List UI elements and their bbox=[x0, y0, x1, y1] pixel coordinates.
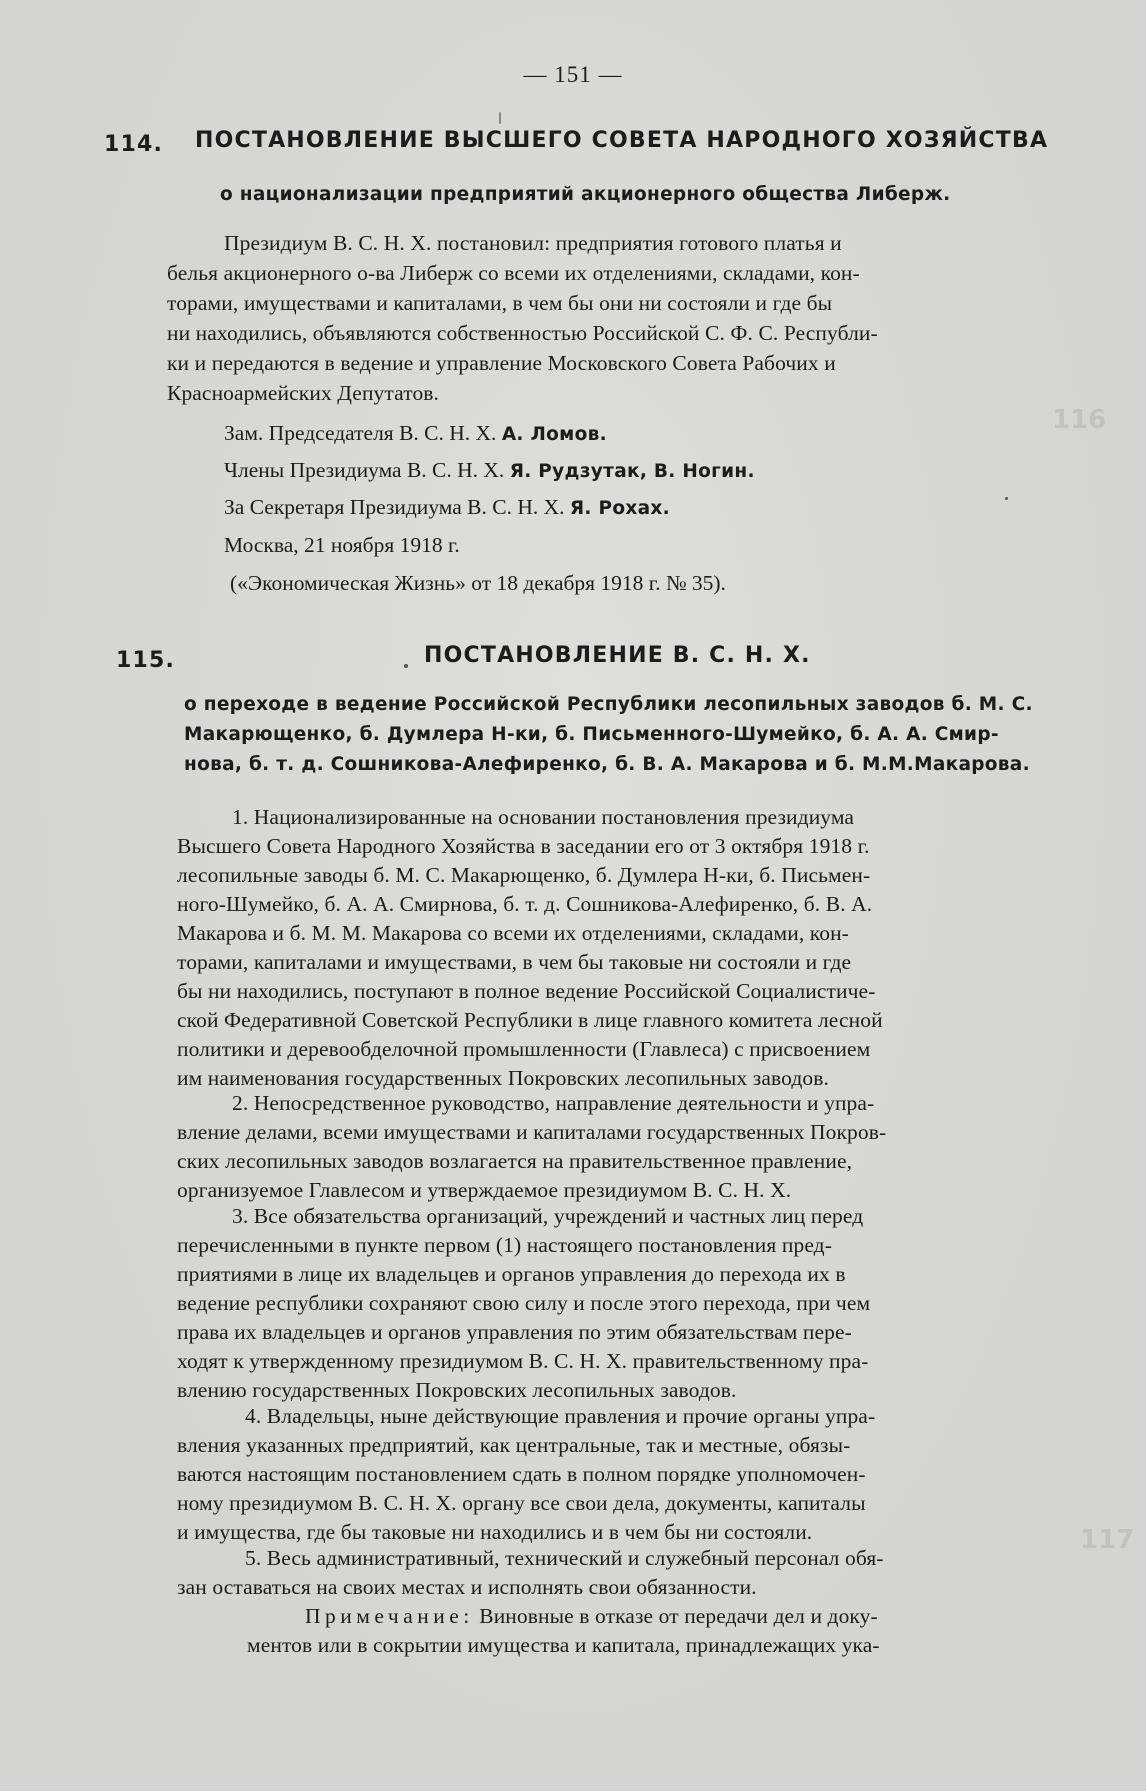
signature-names: Я. Рудзутак, В. Ногин. bbox=[509, 461, 755, 482]
doc115-body-line: ских лесопильных заводов возлагается на правительственное правление, bbox=[177, 1149, 853, 1173]
doc115-body-line: перечисленными в пункте первом (1) настоящего постановления пред- bbox=[177, 1233, 832, 1257]
doc115-body-line: ведение республики сохраняют свою силу и после этого перехода, при чем bbox=[177, 1291, 871, 1315]
scan-speck bbox=[404, 664, 408, 668]
doc114-source: («Экономическая Жизнь» от 18 декабря 1918 г. № 35). bbox=[230, 571, 726, 595]
scan-speck bbox=[499, 112, 501, 124]
doc115-subtitle-line: Макарющенко, б. Думлера Н-ки, б. Письменного-Шумейко, б. А. А. Смир- bbox=[184, 724, 999, 745]
signature-names: Я. Рохах. bbox=[569, 498, 670, 519]
doc115-body-line: организуемое Главлесом и утверждаемое президиумом В. С. Н. Х. bbox=[177, 1178, 792, 1202]
doc115-body-line: торами, капиталами и имуществами, в чем бы таковые ни состояли и где bbox=[177, 950, 852, 974]
doc115-body-line: 5. Весь административный, технический и служебный персонал обя- bbox=[245, 1546, 884, 1570]
doc115-body-line: вление делами, всеми имуществами и капиталами государственных Покров- bbox=[177, 1120, 887, 1144]
doc114-number: 114. bbox=[104, 132, 164, 157]
signature-role: Члены Президиума В. С. Н. Х. bbox=[224, 458, 505, 482]
doc115-body-line: вления указанных предприятий, как центральные, так и местные, обязы- bbox=[177, 1433, 851, 1457]
doc115-body-line: 4. Владельцы, ныне действующие правления и прочие органы упра- bbox=[245, 1404, 876, 1428]
doc114-body-line: ки и передаются в ведение и управление Московского Совета Рабочих и bbox=[167, 351, 836, 375]
doc115-body-line: ской Федеративной Советской Республики в лице главного комитета лесной bbox=[177, 1008, 883, 1032]
doc115-body-line: политики и деревообделочной промышленности (Главлеса) с присвоением bbox=[177, 1037, 871, 1061]
doc114-body-line: Президиум В. С. Н. Х. постановил: предприятия готового платья и bbox=[224, 231, 842, 255]
note-text: Виновные в отказе от передачи дел и доку- bbox=[479, 1604, 878, 1628]
scan-speck bbox=[1005, 497, 1008, 500]
doc114-body-line: торами, имуществами и капиталами, в чем бы они ни состояли и где бы bbox=[167, 291, 833, 315]
doc115-body-line: 1. Национализированные на основании постановления президиума bbox=[232, 805, 855, 829]
doc115-note bbox=[305, 1604, 878, 1629]
doc114-place-date: Москва, 21 ноября 1918 г. bbox=[224, 533, 460, 557]
doc115-note-line: ментов или в сокрытии имущества и капитала, принадлежащих ука- bbox=[247, 1633, 880, 1657]
doc115-body-line: влению государственных Покровских лесопильных заводов. bbox=[177, 1378, 737, 1402]
doc115-body-line: им наименования государственных Покровских лесопильных заводов. bbox=[177, 1066, 829, 1090]
doc115-body-line: ному президиумом В. С. Н. Х. органу все свои дела, документы, капиталы bbox=[177, 1491, 866, 1515]
doc115-body-line: ваются настоящим постановлением сдать в полном порядке уполномочен- bbox=[177, 1462, 866, 1486]
doc114-body-line: ни находились, объявляются собственностью Российской С. Ф. С. Республи- bbox=[167, 321, 878, 345]
doc114-body-line: Красноармейских Депутатов. bbox=[167, 381, 440, 405]
doc115-title: ПОСТАНОВЛЕНИЕ В. С. Н. Х. bbox=[424, 643, 811, 668]
doc115-body-line: 2. Непосредственное руководство, направление деятельности и упра- bbox=[232, 1091, 875, 1115]
doc115-body-line: лесопильные заводы б. М. С. Макарющенко, б. Думлера Н-ки, б. Письмен- bbox=[177, 863, 871, 887]
doc114-signature bbox=[224, 495, 670, 520]
doc115-subtitle-line: о переходе в ведение Российской Республики лесопильных заводов б. М. С. bbox=[184, 694, 1033, 715]
doc115-body-line: Макарова и б. М. М. Макарова со всеми их отделениями, складами, кон- bbox=[177, 921, 849, 945]
bleed-through-mark: 117 bbox=[1080, 1525, 1135, 1555]
doc114-body-line: белья акционерного о-ва Либерж со всеми их отделениями, складами, кон- bbox=[167, 261, 860, 285]
signature-role: За Секретаря Президиума В. С. Н. Х. bbox=[224, 495, 565, 519]
signature-role: Зам. Председателя В. С. Н. Х. bbox=[224, 421, 497, 445]
doc114-title: ПОСТАНОВЛЕНИЕ ВЫСШЕГО СОВЕТА НАРОДНОГО ХОЗЯЙСТВА bbox=[195, 128, 1049, 153]
doc115-body-line: бы ни находились, поступают в полное ведение Российской Социалистиче- bbox=[177, 979, 876, 1003]
doc115-number: 115. bbox=[116, 648, 176, 673]
page-number: — 151 — bbox=[523, 62, 623, 87]
doc115-body-line: приятиями в лице их владельцев и органов управления до перехода их в bbox=[177, 1262, 846, 1286]
doc115-body-line: права их владельцев и органов управления по этим обязательствам пере- bbox=[177, 1320, 852, 1344]
doc115-body-line: ходят к утвержденному президиумом В. С. Н. Х. правительственному пра- bbox=[177, 1349, 869, 1373]
doc115-body-line: и имущества, где бы таковые ни находились и в чем бы ни состояли. bbox=[177, 1520, 813, 1544]
doc115-subtitle-line: нова, б. т. д. Сошникова-Алефиренко, б. В. А. Макарова и б. М.М.Макарова. bbox=[184, 754, 1030, 775]
doc114-signature bbox=[224, 421, 607, 446]
doc114-subtitle: о национализации предприятий акционерного общества Либерж. bbox=[220, 184, 951, 205]
signature-names: А. Ломов. bbox=[501, 424, 607, 445]
doc114-signature bbox=[224, 458, 755, 483]
doc115-body-line: ного-Шумейко, б. А. А. Смирнова, б. т. д. Сошникова-Алефиренко, б. В. А. bbox=[177, 892, 873, 916]
bleed-through-mark: 116 bbox=[1052, 405, 1107, 435]
doc115-body-line: зан оставаться на своих местах и исполнять свои обязанности. bbox=[177, 1575, 757, 1599]
doc115-body-line: Высшего Совета Народного Хозяйства в заседании его от 3 октября 1918 г. bbox=[177, 834, 870, 858]
note-label: Примечание: bbox=[305, 1604, 474, 1628]
doc115-body-line: 3. Все обязательства организаций, учреждений и частных лиц перед bbox=[232, 1204, 864, 1228]
